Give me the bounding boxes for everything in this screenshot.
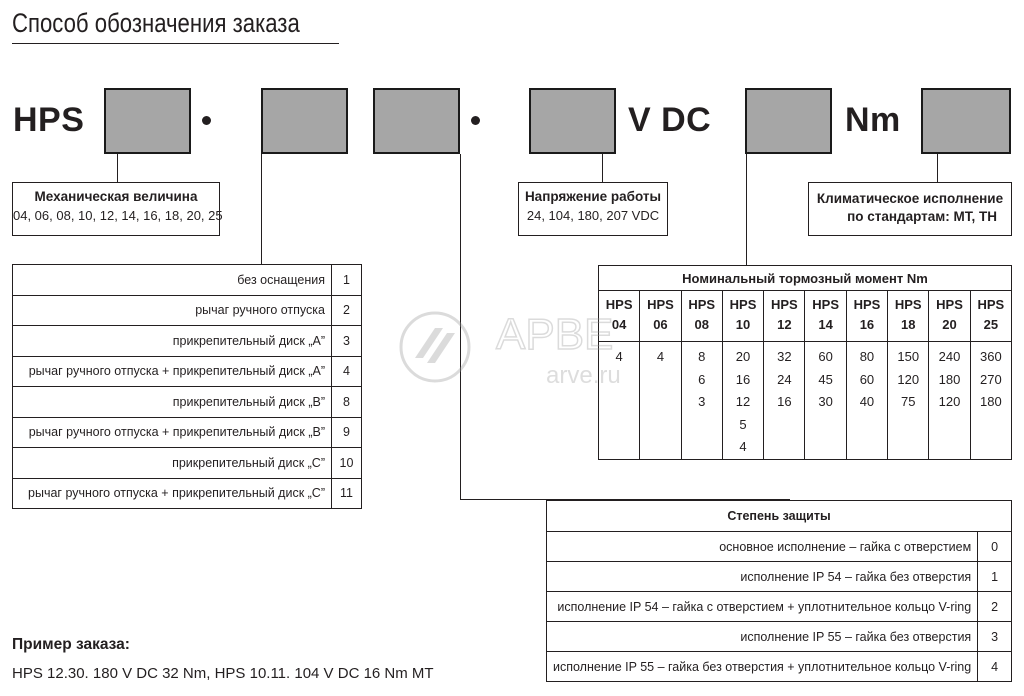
torque-value: 360 — [979, 349, 1002, 364]
torque-value: 75 — [900, 394, 916, 409]
torque-column-values — [929, 342, 970, 460]
equipment-label: прикрепительный диск „A” — [13, 326, 332, 357]
torque-column-values — [722, 342, 763, 460]
climate-line2: по стандартам: MT, TH — [847, 209, 997, 224]
protection-row — [547, 652, 1012, 682]
equipment-code: 3 — [332, 326, 362, 357]
protection-code: 1 — [978, 562, 1012, 592]
torque-header-model: HPS — [647, 297, 674, 312]
torque-value: 120 — [938, 394, 961, 409]
protection-row — [547, 622, 1012, 652]
protection-code: 2 — [978, 592, 1012, 622]
mech-size-values: 04, 06, 08, 10, 12, 14, 16, 18, 20, 25 — [13, 208, 223, 223]
mech-size-heading: Механическая величина — [34, 189, 198, 204]
equipment-row — [13, 387, 362, 418]
connector-torque — [746, 154, 747, 265]
torque-header-size: 14 — [818, 317, 833, 332]
protection-label: исполнение IP 55 – гайка без отверстия — [547, 622, 978, 652]
torque-value: 4 — [739, 439, 747, 454]
voltage-slot — [529, 88, 616, 154]
protection-code: 4 — [978, 652, 1012, 682]
equipment-row — [13, 356, 362, 387]
torque-header-size: 25 — [983, 317, 999, 332]
torque-value: 240 — [938, 349, 961, 364]
equipment-row — [13, 417, 362, 448]
protection-code: 3 — [978, 622, 1012, 652]
torque-column-header — [888, 291, 929, 342]
torque-header-model: HPS — [605, 297, 633, 312]
torque-value: 180 — [938, 371, 961, 387]
torque-table — [598, 265, 1012, 460]
equipment-row — [13, 478, 362, 509]
torque-nm-slot — [745, 88, 832, 154]
mech-size-box — [12, 182, 223, 236]
torque-header-size: 08 — [694, 317, 709, 332]
torque-header-size: 18 — [900, 317, 916, 332]
torque-value: 45 — [818, 371, 833, 387]
torque-column-values — [888, 342, 929, 460]
vdc-label: V DC — [628, 101, 712, 139]
protection-heading: Степень защиты — [547, 501, 1012, 532]
torque-column-header — [805, 291, 846, 342]
torque-value: 12 — [735, 394, 751, 409]
watermark-url: arve.ru — [546, 362, 621, 389]
protection-label: основное исполнение – гайка с отверстием — [547, 532, 978, 562]
torque-header-model: HPS — [853, 297, 881, 312]
equipment-row — [13, 448, 362, 479]
torque-value: 40 — [859, 394, 875, 409]
torque-slot — [261, 88, 348, 154]
torque-column-values — [846, 342, 887, 460]
voltage-values: 24, 104, 180, 207 VDC — [526, 208, 660, 223]
protection-label: исполнение IP 54 – гайка с отверстием + уплотнительное кольцо V-ring — [547, 592, 978, 622]
torque-header-size: 16 — [859, 317, 875, 332]
torque-value: 8 — [698, 349, 706, 364]
torque-column-values — [805, 342, 846, 460]
torque-heading: Номинальный тормозный момент Nm — [599, 266, 1012, 291]
torque-column-header — [764, 291, 805, 342]
torque-header-size: 04 — [611, 317, 627, 332]
torque-header-model: HPS — [812, 297, 839, 312]
protection-label: исполнение IP 54 – гайка без отверстия — [547, 562, 978, 592]
torque-header-size: 06 — [653, 317, 668, 332]
climate-slot — [921, 88, 1011, 154]
torque-value: 180 — [979, 394, 1002, 409]
protection-table — [546, 500, 1012, 682]
equipment-slot — [373, 88, 460, 154]
climate-box — [808, 182, 1012, 236]
torque-value: 20 — [735, 349, 751, 364]
protection-code: 0 — [978, 532, 1012, 562]
separator-dot — [202, 116, 211, 125]
torque-column-header — [970, 291, 1011, 342]
equipment-code: 11 — [332, 478, 362, 509]
equipment-label: рычаг ручного отпуска — [13, 295, 332, 326]
equipment-table — [12, 264, 362, 509]
torque-column-values — [681, 342, 722, 460]
torque-value: 4 — [656, 349, 665, 364]
torque-value: 30 — [818, 394, 833, 409]
connector-equipment — [261, 154, 262, 264]
watermark — [398, 303, 648, 393]
torque-value: 3 — [698, 394, 706, 409]
torque-column-header — [929, 291, 970, 342]
torque-value: 80 — [859, 349, 875, 364]
protection-row — [547, 532, 1012, 562]
equipment-label: прикрепительный диск „C” — [13, 448, 332, 479]
connector-climate — [937, 154, 938, 182]
code-prefix: HPS — [13, 101, 85, 139]
equipment-label: рычаг ручного отпуска + прикрепительный диск „B” — [13, 417, 332, 448]
watermark-name: АРВЕ — [496, 310, 614, 359]
equipment-code: 10 — [332, 448, 362, 479]
voltage-box — [518, 182, 668, 236]
torque-value: 4 — [615, 349, 623, 364]
torque-column-header — [681, 291, 722, 342]
torque-column-values — [970, 342, 1011, 460]
connector-voltage — [602, 154, 603, 182]
torque-column-header — [846, 291, 887, 342]
size-slot — [104, 88, 191, 154]
torque-value: 270 — [979, 371, 1002, 387]
torque-value: 5 — [739, 416, 747, 432]
protection-row — [547, 562, 1012, 592]
equipment-code: 8 — [332, 387, 362, 418]
torque-value: 24 — [777, 371, 792, 387]
climate-line1: Климатическое исполнение — [816, 191, 1004, 206]
torque-value: 150 — [897, 349, 920, 364]
torque-value: 32 — [777, 349, 792, 364]
torque-value: 16 — [735, 371, 751, 387]
equipment-row — [13, 326, 362, 357]
equipment-label: рычаг ручного отпуска + прикрепительный диск „A” — [13, 356, 332, 387]
torque-header-model: HPS — [977, 297, 1005, 312]
equipment-code: 9 — [332, 417, 362, 448]
torque-value: 60 — [818, 349, 833, 364]
equipment-row — [13, 295, 362, 326]
torque-value: 6 — [698, 371, 706, 387]
torque-header-model: HPS — [894, 297, 922, 312]
equipment-row — [13, 265, 362, 296]
nm-label: Nm — [845, 101, 901, 139]
example-heading: Пример заказа: — [12, 636, 130, 653]
connector-size — [117, 154, 118, 182]
separator-dot — [471, 116, 480, 125]
torque-header-model: HPS — [936, 297, 963, 312]
protection-row — [547, 592, 1012, 622]
protection-label: исполнение IP 55 – гайка без отверстия + уплотнительное кольцо V-ring — [547, 652, 978, 682]
torque-header-size: 12 — [777, 317, 792, 332]
torque-value: 120 — [897, 371, 920, 387]
torque-header-model: HPS — [729, 297, 757, 312]
torque-column-values — [764, 342, 805, 460]
equipment-label: прикрепительный диск „B” — [13, 387, 332, 418]
equipment-code: 2 — [332, 295, 362, 326]
torque-header-model: HPS — [770, 297, 798, 312]
torque-value: 60 — [859, 371, 875, 387]
equipment-label: без оснащения — [13, 265, 332, 296]
torque-header-model: HPS — [688, 297, 716, 312]
torque-header-size: 20 — [942, 317, 957, 332]
title-underline — [12, 43, 339, 44]
torque-column-header — [722, 291, 763, 342]
torque-header-size: 10 — [735, 317, 751, 332]
equipment-label: рычаг ручного отпуска + прикрепительный диск „C” — [13, 478, 332, 509]
page-title: Способ обозначения заказа — [12, 8, 300, 38]
equipment-code: 4 — [332, 356, 362, 387]
example-text: HPS 12.30. 180 V DC 32 Nm, HPS 10.11. 104 V DC 16 Nm MT — [12, 665, 434, 682]
arve-logo-icon — [398, 303, 648, 393]
voltage-heading: Напряжение работы — [524, 189, 662, 204]
equipment-code: 1 — [332, 265, 362, 296]
torque-value: 16 — [777, 394, 792, 409]
